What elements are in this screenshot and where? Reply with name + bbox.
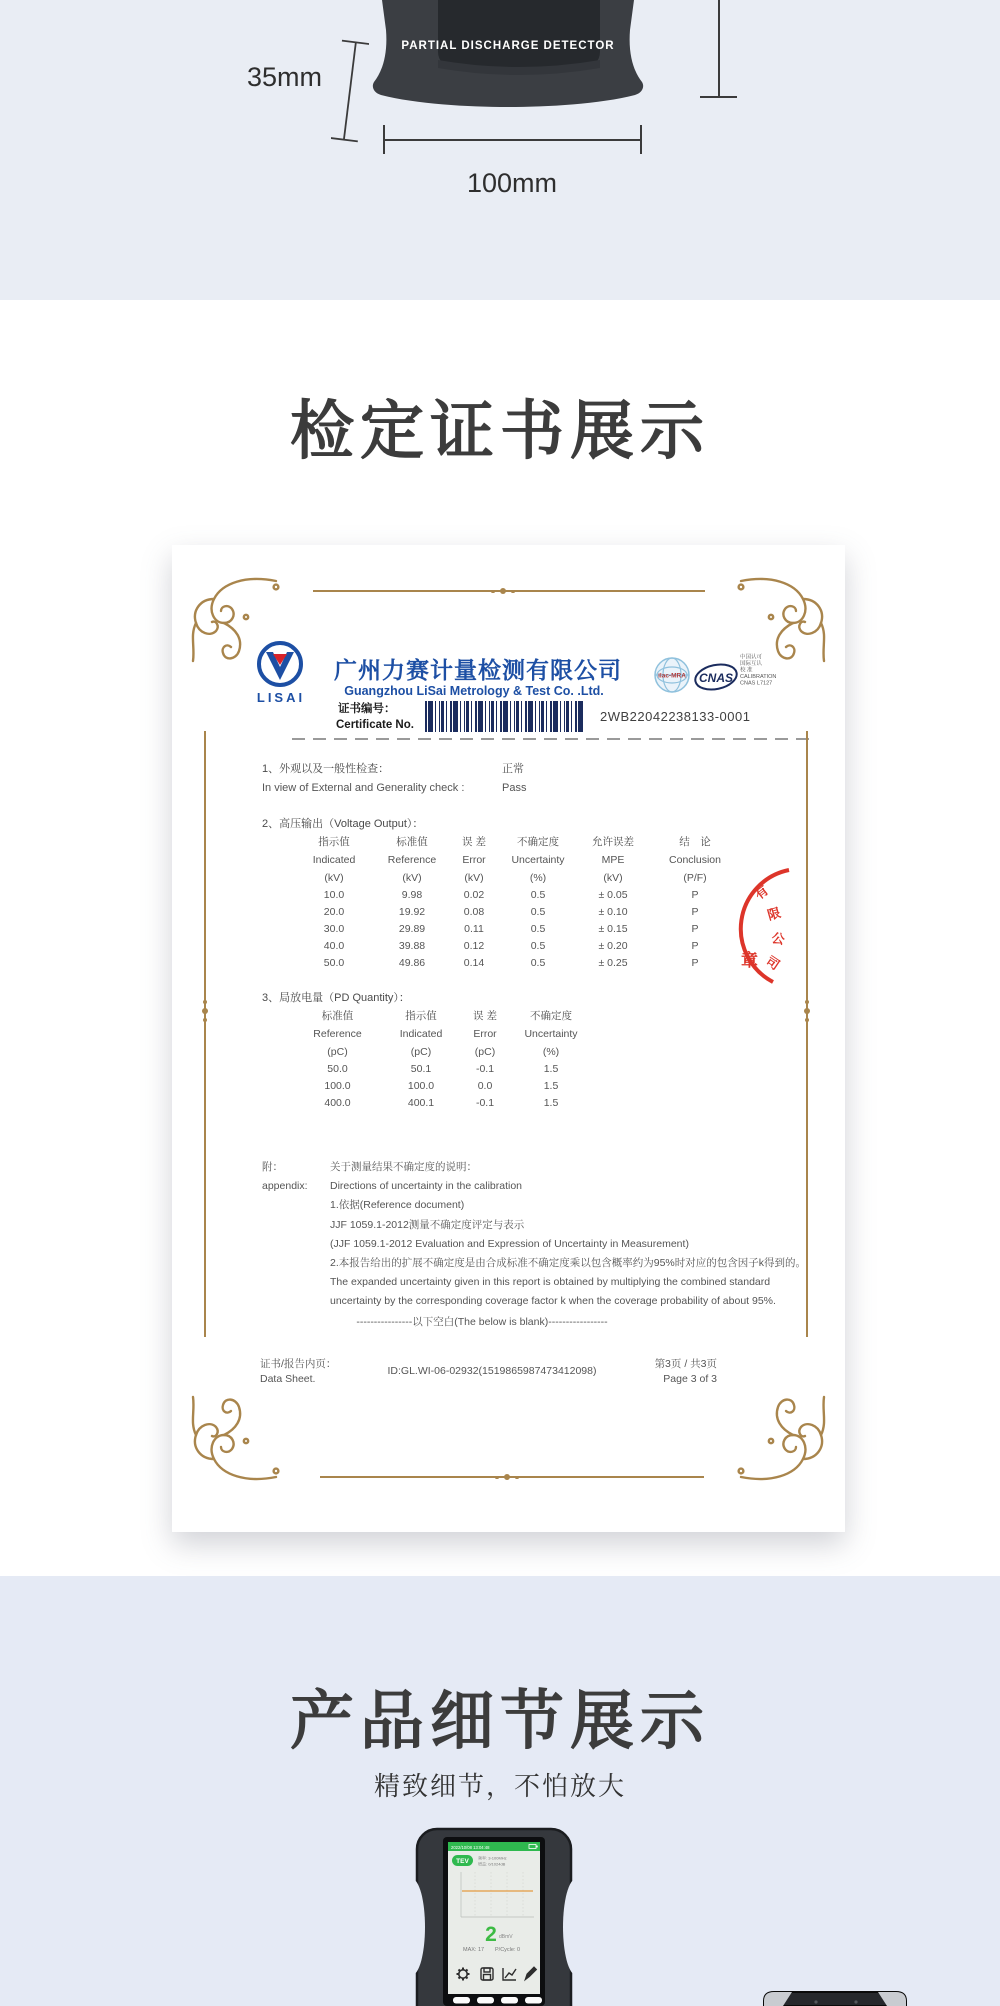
certificate-barcode bbox=[425, 701, 583, 732]
table-cell: Conclusion bbox=[669, 854, 721, 866]
screen-max: MAX: 17 bbox=[463, 1947, 485, 1953]
detail-subheading: 精致细节，不怕放大 bbox=[373, 1771, 626, 1801]
table-cell: 1.5 bbox=[543, 1063, 559, 1075]
cert-bottom-rule bbox=[320, 1476, 704, 1478]
header-dashed-divider bbox=[292, 738, 814, 740]
cert-no-label-en: Certificate No. bbox=[336, 719, 414, 731]
appendix-line: 1.依据(Reference document) bbox=[330, 1199, 465, 1212]
table-cell: 100.0 bbox=[324, 1080, 351, 1092]
table-cell: 0.5 bbox=[530, 889, 546, 901]
appendix-line: Directions of uncertainty in the calibration bbox=[330, 1180, 523, 1193]
width-dimension-label: 100mm bbox=[466, 168, 558, 198]
table-cell: 0.5 bbox=[530, 957, 546, 969]
table-cell: MPE bbox=[601, 854, 625, 866]
table-cell: (P/F) bbox=[683, 872, 707, 884]
table-cell: 400.0 bbox=[324, 1097, 351, 1109]
svg-text:有: 有 bbox=[751, 882, 772, 903]
device-button-3 bbox=[501, 1997, 518, 2004]
device-button-4 bbox=[525, 1997, 542, 2004]
screen-unit: dBmV bbox=[499, 1934, 513, 1940]
device-button-1 bbox=[453, 1997, 470, 2004]
item2-title: 2、高压输出（Voltage Output）： bbox=[262, 818, 424, 830]
cnas-logo-icon bbox=[694, 662, 738, 692]
width-dimension-tick-left bbox=[383, 125, 385, 154]
table-cell: ± 0.15 bbox=[598, 923, 628, 935]
table-cell: 1.5 bbox=[543, 1080, 559, 1092]
detector-device-image bbox=[415, 1827, 573, 2006]
table-cell: 50.1 bbox=[410, 1063, 432, 1075]
table-cell: P bbox=[691, 906, 699, 918]
size-banner-section bbox=[0, 0, 1000, 300]
table-cell: 49.86 bbox=[398, 957, 426, 969]
certificate-heading: 检定证书展示 bbox=[290, 395, 710, 467]
flourish-bottom-right-icon bbox=[737, 1393, 829, 1485]
table-cell: (kV) bbox=[464, 872, 484, 884]
table-cell: 标准值 bbox=[396, 836, 428, 848]
table-cell: 1.5 bbox=[543, 1097, 559, 1109]
mode-badge: TEV bbox=[456, 1858, 469, 1865]
screen-cycle: P/Cycle: 0 bbox=[495, 1947, 521, 1953]
table-cell: 指示值 bbox=[318, 836, 350, 848]
footer-page bbox=[592, 1357, 717, 1387]
table-cell: 允许误差 bbox=[592, 836, 634, 848]
table-cell: P bbox=[691, 957, 699, 969]
table-cell: 40.0 bbox=[323, 940, 345, 952]
footer-page-en: Page 3 of 3 bbox=[663, 1373, 717, 1385]
appendix-line: JJF 1059.1-2012测量不确定度评定与表示 bbox=[330, 1218, 525, 1231]
svg-text:司: 司 bbox=[763, 953, 783, 973]
appendix-line: uncertainty by the corresponding coverage factor k when the coverage probability of about 95%. bbox=[330, 1295, 776, 1308]
device-bottom-image bbox=[368, 0, 648, 108]
svg-text:ilac-MRA: ilac-MRA bbox=[658, 672, 686, 680]
right-dimension-cap bbox=[700, 96, 737, 98]
table-cell: 0.12 bbox=[463, 940, 485, 952]
table-cell: 50.0 bbox=[323, 957, 345, 969]
lisai-logo-text: LISAI bbox=[256, 690, 306, 705]
screen-status-time: 2022/10/08 13:04:48 bbox=[451, 1844, 490, 1850]
detail-section bbox=[0, 1576, 1000, 2006]
svg-text:章: 章 bbox=[741, 951, 758, 970]
table-cell: ± 0.10 bbox=[598, 906, 628, 918]
table-cell: (kV) bbox=[402, 872, 422, 884]
cert-no-label-cn: 证书编号： bbox=[338, 703, 396, 715]
flourish-bottom-left-icon bbox=[188, 1393, 280, 1485]
appendix-line: 关于测量结果不确定度的说明： bbox=[330, 1161, 477, 1173]
table-cell: (%) bbox=[542, 1046, 560, 1058]
table-cell: P bbox=[691, 940, 699, 952]
table-cell: 结 论 bbox=[679, 836, 711, 848]
detail-heading: 产品细节展示 bbox=[290, 1685, 710, 1757]
table-cell: 50.0 bbox=[327, 1063, 348, 1075]
table-cell: 0.02 bbox=[463, 889, 485, 901]
screen-info1: 频率: 3-100MHz bbox=[478, 1855, 507, 1861]
appendix-text bbox=[330, 1158, 806, 1312]
height-dimension-label: 35mm bbox=[246, 62, 322, 92]
table-cell: 10.0 bbox=[323, 889, 345, 901]
table-cell: 标准值 bbox=[321, 1010, 354, 1022]
table-cell: 0.08 bbox=[463, 906, 485, 918]
cert-no-value: 2WB22042238133-0001 bbox=[600, 709, 751, 724]
appendix-label-en: appendix: bbox=[262, 1180, 308, 1192]
table-cell: 9.98 bbox=[401, 889, 423, 901]
table-cell: ± 0.20 bbox=[598, 940, 628, 952]
width-dimension-tick-right bbox=[640, 125, 642, 154]
item3-title: 3、局放电量（PD Quantity）： bbox=[262, 992, 410, 1004]
table-cell: Uncertainty bbox=[511, 854, 565, 866]
height-dimension-line bbox=[331, 38, 369, 146]
company-name-cn: 广州力赛计量检测有限公司 bbox=[334, 657, 622, 683]
company-name-en: Guangzhou LiSai Metrology & Test Co. .Ltd. bbox=[344, 684, 604, 698]
lisai-logo-icon bbox=[256, 640, 304, 688]
table-cell: 39.88 bbox=[398, 940, 426, 952]
table-cell: 0.14 bbox=[463, 957, 485, 969]
pd-quantity-table bbox=[290, 1007, 589, 1112]
table-cell: 29.89 bbox=[398, 923, 426, 935]
table-cell: P bbox=[691, 923, 699, 935]
svg-text:CNAS: CNAS bbox=[698, 671, 734, 685]
table-cell: (pC) bbox=[410, 1046, 432, 1058]
table-cell: Indicated bbox=[312, 854, 356, 866]
table-cell: 0.5 bbox=[530, 940, 546, 952]
device-front-label: PARTIAL DISCHARGE DETECTOR bbox=[401, 40, 615, 52]
cert-right-rule bbox=[806, 731, 808, 1337]
table-cell: Error bbox=[462, 854, 486, 866]
table-cell: 误 差 bbox=[473, 1010, 497, 1022]
table-cell: (kV) bbox=[324, 872, 344, 884]
accreditation-text: 中国认可 国际互认 校 准 CALIBRATION CNAS L7127 bbox=[740, 655, 777, 687]
device-top-edge-image bbox=[752, 1990, 918, 2006]
device-button-2 bbox=[477, 1997, 494, 2004]
item1-value-en: Pass bbox=[502, 782, 527, 794]
table-cell: -0.1 bbox=[475, 1063, 495, 1075]
footer-page-cn: 第3页 / 共3页 bbox=[654, 1358, 717, 1370]
table-cell: 0.5 bbox=[530, 906, 546, 918]
ilac-mra-logo-icon bbox=[653, 656, 691, 694]
red-seal-stamp bbox=[725, 868, 803, 990]
appendix-line: 2.本报告给出的扩展不确定度是由合成标准不确定度乘以包含概率约为95%时对应的包含因子k得到的。 bbox=[330, 1257, 807, 1270]
table-cell: 0.0 bbox=[477, 1080, 493, 1092]
table-cell: Reference bbox=[387, 854, 437, 866]
item1-label-cn: 1、外观以及一般性检查： bbox=[262, 763, 390, 775]
table-cell: Uncertainty bbox=[524, 1028, 578, 1040]
table-cell: 0.5 bbox=[530, 923, 546, 935]
table-cell: 不确定度 bbox=[530, 1010, 572, 1022]
appendix-line: The expanded uncertainty given in this report is obtained by multiplying the combined standard bbox=[330, 1276, 771, 1289]
table-cell: Indicated bbox=[399, 1028, 443, 1040]
table-cell: Error bbox=[473, 1028, 497, 1040]
svg-text:限: 限 bbox=[765, 904, 783, 923]
right-dimension-line bbox=[718, 0, 720, 97]
table-cell: 100.0 bbox=[407, 1080, 435, 1092]
appendix-label-cn: 附： bbox=[262, 1161, 283, 1173]
table-cell: 不确定度 bbox=[517, 836, 559, 848]
cert-top-rule-ornament bbox=[500, 588, 506, 594]
table-cell: 400.1 bbox=[407, 1097, 435, 1109]
table-cell: 误 差 bbox=[462, 836, 486, 848]
footer-doc-id: ID:GL.WI-06-02932(1519865987473412098) bbox=[387, 1365, 597, 1377]
table-cell: ± 0.05 bbox=[598, 889, 628, 901]
table-cell: ± 0.25 bbox=[598, 957, 628, 969]
footer-left-cn: 证书/报告内页： bbox=[260, 1358, 337, 1370]
table-cell: (kV) bbox=[603, 872, 623, 884]
width-dimension-line bbox=[383, 139, 641, 141]
table-cell: Reference bbox=[313, 1028, 362, 1040]
screen-value: 2 bbox=[485, 1923, 497, 1946]
table-cell: P bbox=[691, 889, 699, 901]
screen-info2: 增益: 0/1024dB bbox=[478, 1861, 506, 1867]
table-cell: -0.1 bbox=[475, 1097, 495, 1109]
voltage-output-table bbox=[290, 833, 738, 972]
appendix-line: (JJF 1059.1-2012 Evaluation and Expression of Uncertainty in Measurement) bbox=[330, 1237, 689, 1250]
table-cell: 0.11 bbox=[464, 923, 484, 935]
flourish-top-right-icon bbox=[737, 573, 829, 665]
item1-label-en: In view of External and Generality check : bbox=[262, 782, 465, 794]
table-cell: 20.0 bbox=[323, 906, 345, 918]
table-cell: (%) bbox=[529, 872, 547, 884]
blank-note: ----------------以下空白(The below is blank)----------------- bbox=[356, 1316, 608, 1328]
table-cell: 19.92 bbox=[398, 906, 426, 918]
table-cell: 30.0 bbox=[323, 923, 345, 935]
cert-top-rule bbox=[313, 590, 705, 592]
table-cell: (pC) bbox=[474, 1046, 496, 1058]
table-cell: (pC) bbox=[327, 1046, 348, 1058]
item1-value-cn: 正常 bbox=[502, 763, 524, 775]
calibration-certificate bbox=[172, 545, 845, 1532]
table-cell: 指示值 bbox=[405, 1010, 437, 1022]
footer-left-en: Data Sheet. bbox=[260, 1373, 316, 1385]
cert-left-rule bbox=[204, 731, 206, 1337]
svg-text:公: 公 bbox=[770, 930, 786, 948]
